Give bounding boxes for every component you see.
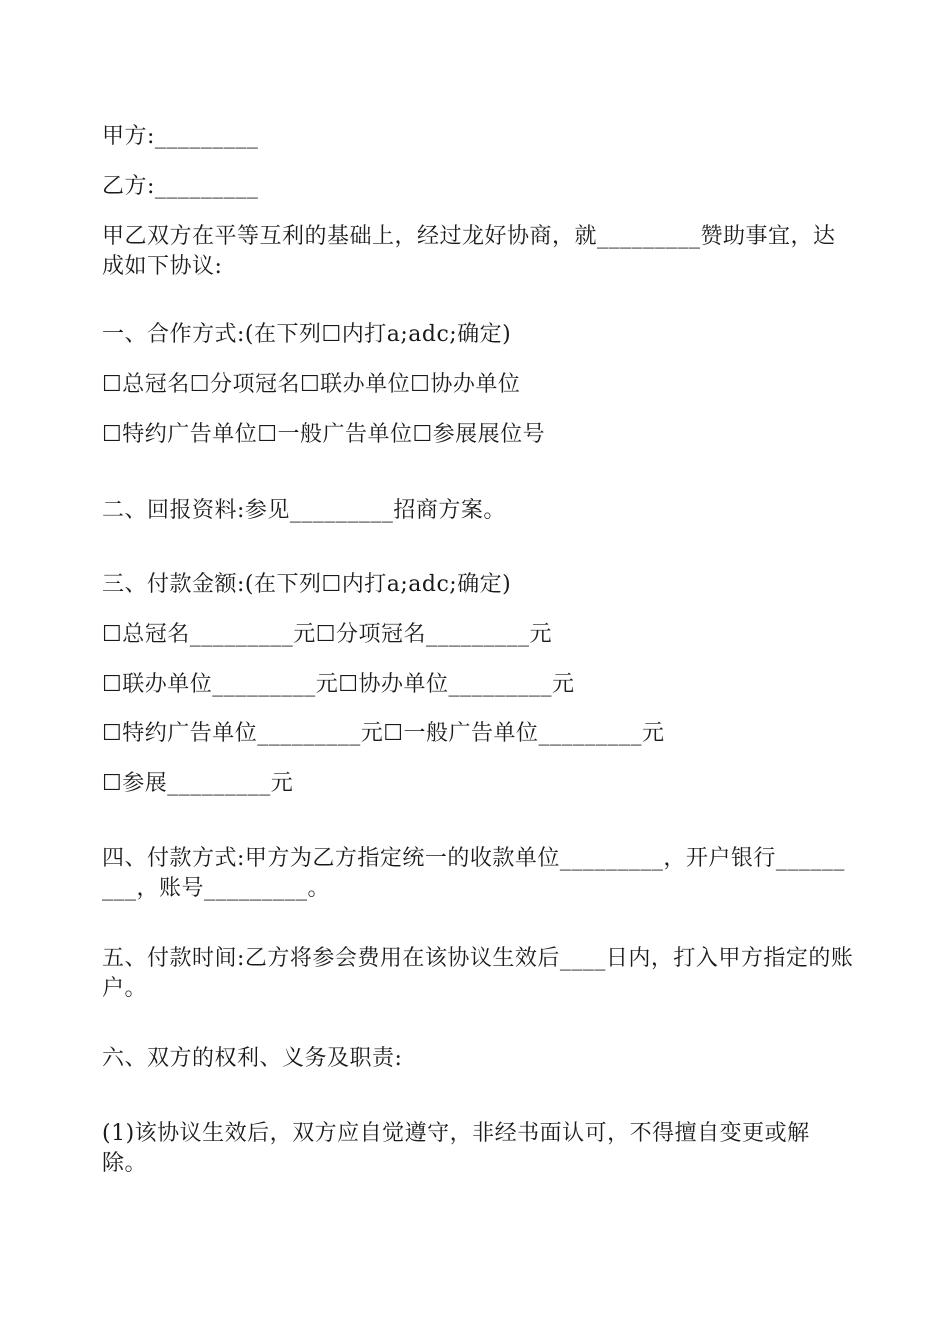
section-6-title: 六、双方的权利、义务及职责: [102, 1046, 403, 1071]
section-5-paragraph: 五、付款时间:乙方将参会费用在该协议生效后____日内，打入甲方指定的账户。 [102, 946, 854, 1001]
party-b-line: 乙方:_________ [102, 174, 259, 199]
section-4-paragraph: 四、付款方式:甲方为乙方指定统一的收款单位_________，开户银行_________，账号_________。 [102, 846, 845, 901]
section-3-title: 三、付款金额:(在下列☐内打a;adc;确定) [102, 572, 512, 597]
party-a-line: 甲方:_________ [102, 124, 259, 149]
section-3-amount-line-1: ☐总冠名_________元☐分项冠名_________元 [102, 622, 552, 647]
section-6-item-1: (1)该协议生效后，双方应自觉遵守，非经书面认可，不得擅自变更或解除。 [102, 1121, 810, 1176]
section-3-amount-line-3: ☐特约广告单位_________元☐一般广告单位_________元 [102, 721, 665, 746]
section-3-amount-line-2: ☐联办单位_________元☐协办单位_________元 [102, 672, 575, 697]
section-1-options-line-2: ☐特约广告单位☐一般广告单位☐参展展位号 [102, 422, 546, 447]
section-1-title: 一、合作方式:(在下列☐内打a;adc;确定) [102, 322, 512, 347]
intro-paragraph: 甲乙双方在平等互利的基础上，经过龙好协商，就_________赞助事宜，达成如下协议: [102, 224, 836, 279]
section-1-options-line-1: ☐总冠名☐分项冠名☐联办单位☐协办单位 [102, 372, 521, 397]
section-2-text: 二、回报资料:参见_________招商方案。 [102, 498, 506, 523]
section-3-amount-line-4: ☐参展_________元 [102, 771, 294, 796]
